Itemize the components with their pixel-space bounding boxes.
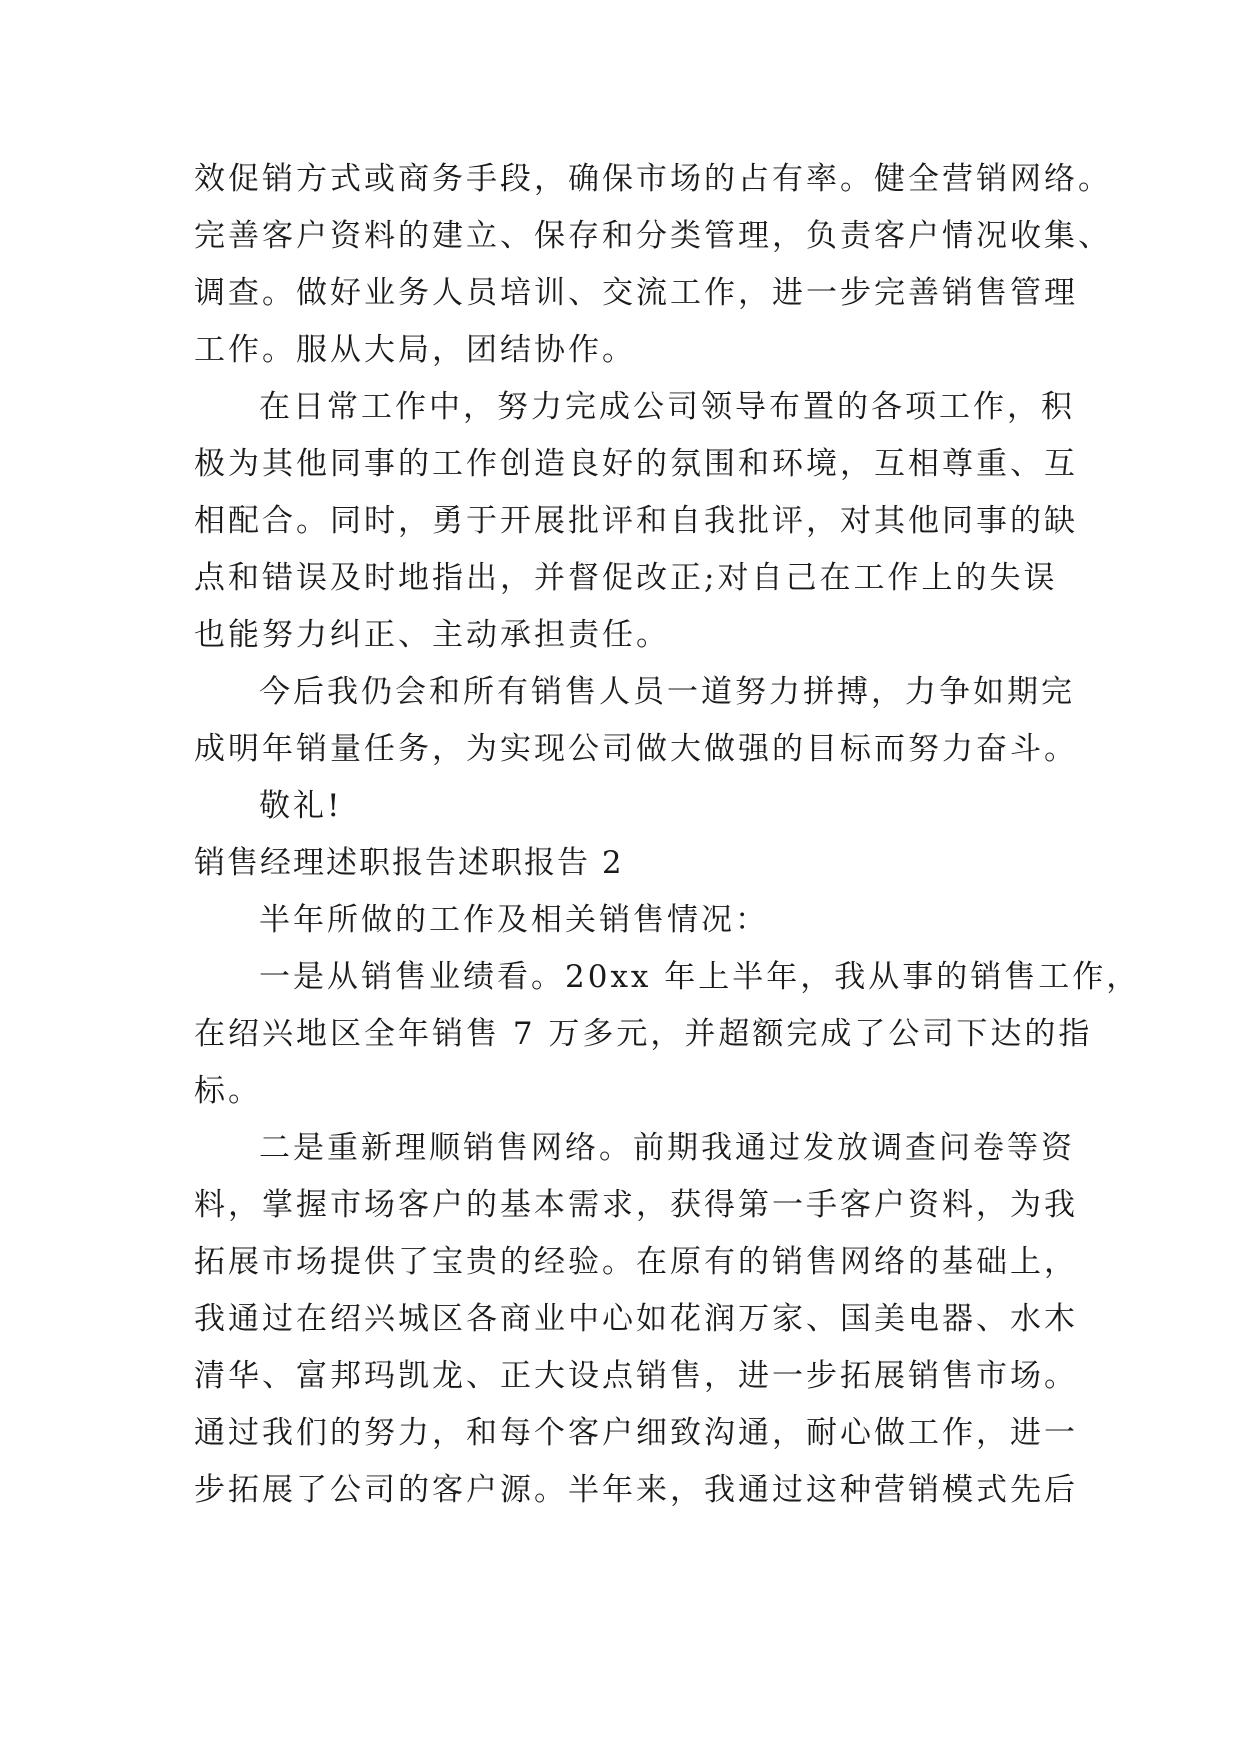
body-line: 在绍兴地区全年销售 7 万多元，并超额完成了公司下达的指 xyxy=(194,1016,1093,1052)
document-body xyxy=(194,151,1141,1519)
body-line: 工作。服从大局，团结协作。 xyxy=(194,332,636,368)
section-heading: 销售经理述职报告述职报告 2 xyxy=(194,845,624,881)
body-line: 也能努力纠正、主动承担责任。 xyxy=(194,617,670,653)
body-line: 相配合。同时，勇于开展批评和自我批评，对其他同事的缺 xyxy=(194,503,1078,539)
paragraph-start-line: 在日常工作中，努力完成公司领导布置的各项工作，积 xyxy=(259,389,1075,425)
body-line: 通过我们的努力，和每个客户细致沟通，耐心做工作，进一 xyxy=(194,1415,1078,1451)
body-line: 料，掌握市场客户的基本需求，获得第一手客户资料，为我 xyxy=(194,1187,1078,1223)
paragraph-start-line: 一是从销售业绩看。20xx 年上半年，我从事的销售工作， xyxy=(259,959,1141,995)
body-line: 效促销方式或商务手段，确保市场的占有率。健全营销网络。 xyxy=(194,161,1112,197)
paragraph-start-line: 半年所做的工作及相关销售情况： xyxy=(259,902,769,938)
paragraph-start-line: 今后我仍会和所有销售人员一道努力拼搏，力争如期完 xyxy=(259,674,1075,710)
body-line: 我通过在绍兴城区各商业中心如花润万家、国美电器、水木 xyxy=(194,1301,1078,1337)
body-line: 点和错误及时地指出，并督促改正;对自己在工作上的失误 xyxy=(194,560,1058,596)
body-line: 拓展市场提供了宝贵的经验。在原有的销售网络的基础上， xyxy=(194,1244,1078,1280)
closing-salutation: 敬礼! xyxy=(259,788,343,824)
body-line: 完善客户资料的建立、保存和分类管理，负责客户情况收集、 xyxy=(194,218,1112,254)
body-line: 步拓展了公司的客户源。半年来，我通过这种营销模式先后 xyxy=(194,1472,1078,1508)
paragraph-start-line: 二是重新理顺销售网络。前期我通过发放调查问卷等资 xyxy=(259,1130,1075,1166)
body-line: 标。 xyxy=(194,1073,262,1109)
body-line: 清华、富邦玛凯龙、正大设点销售，进一步拓展销售市场。 xyxy=(194,1358,1078,1394)
body-line: 成明年销量任务，为实现公司做大做强的目标而努力奋斗。 xyxy=(194,731,1078,767)
body-line: 调查。做好业务人员培训、交流工作，进一步完善销售管理 xyxy=(194,275,1078,311)
body-line: 极为其他同事的工作创造良好的氛围和环境，互相尊重、互 xyxy=(194,446,1078,482)
